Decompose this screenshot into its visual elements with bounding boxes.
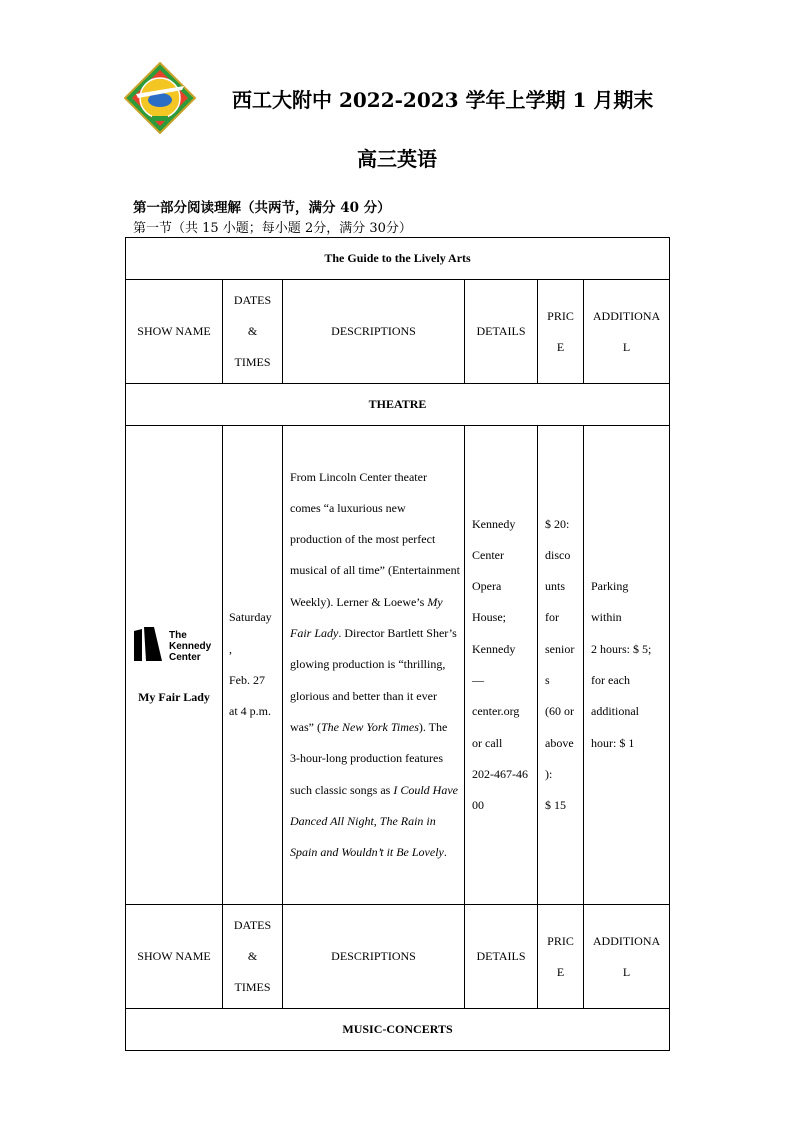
table-caption-row xyxy=(126,238,670,280)
kennedy-center-logo-text: Center xyxy=(169,651,201,663)
description-text: . Director Bartlett Sher’s glowing production is “thrilling, glorious and better than it ever was” ( xyxy=(290,626,457,734)
header-dates-line: & xyxy=(247,949,258,963)
date-line: , xyxy=(229,641,232,656)
school-logo xyxy=(124,62,196,134)
kennedy-center-logo-text: Kennedy xyxy=(169,640,212,652)
description-italic: I Could Have Danced All Night, The Rain in Spain and Wouldn’t it Be Lovely xyxy=(290,782,458,860)
header-price xyxy=(538,280,584,384)
header-dates-line: TIMES xyxy=(234,980,271,994)
kennedy-center-logo-text: The xyxy=(169,629,187,641)
additional-line: Parking xyxy=(591,579,629,594)
additional-line: hour: $ 1 xyxy=(591,735,635,750)
header-show-name: SHOW NAME xyxy=(126,280,223,384)
price-line: disco xyxy=(545,547,571,562)
details-line: Kennedy xyxy=(472,516,516,531)
price-line: ): xyxy=(545,766,553,781)
additional-line: for each xyxy=(591,673,630,687)
header-price-line: E xyxy=(556,339,565,354)
header-dates-line: DATES xyxy=(233,293,272,307)
header-additional-line: L xyxy=(622,339,631,354)
header-show-name: SHOW NAME xyxy=(126,905,223,1009)
details-line: center.org xyxy=(472,704,520,719)
details-line: Center xyxy=(472,547,504,562)
header-dates-line: TIMES xyxy=(234,355,271,369)
details-line: — xyxy=(472,673,484,687)
price-line: s xyxy=(545,673,550,687)
price-line: senior xyxy=(545,641,575,656)
header-additional xyxy=(584,905,670,1009)
price-line: above xyxy=(545,735,574,750)
details-line: 202-467-46 xyxy=(472,766,528,781)
show-name: My Fair Lady xyxy=(138,690,210,705)
additional-line: within xyxy=(591,610,622,625)
header-additional-line: ADDITIONA xyxy=(592,308,661,323)
dates-cell xyxy=(223,426,283,905)
additional-line: 2 hours: $ 5; xyxy=(591,641,652,656)
description-text: ). The 3-hour-long production features such classic songs as xyxy=(290,719,448,797)
price-line: for xyxy=(545,610,559,625)
header-details: DETAILS xyxy=(465,280,538,384)
kennedy-center-logo xyxy=(132,625,216,663)
header-dates xyxy=(223,280,283,384)
header-price-line: E xyxy=(556,964,565,979)
price-line: (60 or xyxy=(545,704,574,719)
header-price-line: PRIC xyxy=(547,308,574,323)
additional-line: additional xyxy=(591,704,639,719)
header-row-repeat xyxy=(126,905,670,1009)
date-line: at 4 p.m. xyxy=(229,704,271,719)
lively-arts-table xyxy=(125,237,670,1051)
details-line: Kennedy xyxy=(472,641,516,656)
theatre-heading: THEATRE xyxy=(126,384,670,426)
header-additional xyxy=(584,280,670,384)
header-descriptions: DESCRIPTIONS xyxy=(283,280,465,384)
details-line: Opera xyxy=(472,579,502,594)
header-additional-line: L xyxy=(622,964,631,979)
music-section-row xyxy=(126,1009,670,1051)
details-line: or call xyxy=(472,735,503,750)
theatre-section-row xyxy=(126,384,670,426)
additional-cell xyxy=(584,426,670,905)
price-line: unts xyxy=(545,579,566,594)
date-line: Feb. 27 xyxy=(229,673,265,687)
description-italic: My Fair Lady xyxy=(290,594,443,641)
description-cell xyxy=(283,426,465,905)
header-price-line: PRIC xyxy=(547,933,574,948)
description-text: From Lincoln Center theater comes “a luxurious new production of the most perfect musical of all time” (Entertainment Weekly). Lerner & Loewe’s xyxy=(290,469,460,609)
header-descriptions: DESCRIPTIONS xyxy=(283,905,465,1009)
price-line: $ 15 xyxy=(545,798,566,813)
header-dates xyxy=(223,905,283,1009)
details-line: 00 xyxy=(472,798,484,813)
table-row xyxy=(126,426,670,905)
exam-title: 西工大附中 2022-2023 学年上学期 1 月期末 xyxy=(232,88,654,112)
section-title: 第一部分阅读理解（共两节，满分 40 分） xyxy=(133,200,391,216)
header-dates-line: DATES xyxy=(233,918,272,932)
section-subtitle: 第一节（共 15 小题；每小题 2分，满分 30分） xyxy=(133,221,412,236)
music-heading: MUSIC-CONCERTS xyxy=(126,1009,670,1051)
description-italic: The New York Times xyxy=(320,719,419,734)
header-dates-line: & xyxy=(247,324,258,338)
header-additional-line: ADDITIONA xyxy=(592,933,661,948)
show-cell xyxy=(126,426,223,905)
table-caption: The Guide to the Lively Arts xyxy=(126,238,670,280)
date-line: Saturday xyxy=(229,610,272,625)
price-line: $ 20: xyxy=(545,516,570,531)
description-text: . xyxy=(443,845,447,860)
details-cell xyxy=(465,426,538,905)
details-line: House; xyxy=(472,610,506,625)
header-row xyxy=(126,280,670,384)
subject-title: 高三英语 xyxy=(357,147,437,171)
header-price xyxy=(538,905,584,1009)
price-cell xyxy=(538,426,584,905)
header-details: DETAILS xyxy=(465,905,538,1009)
